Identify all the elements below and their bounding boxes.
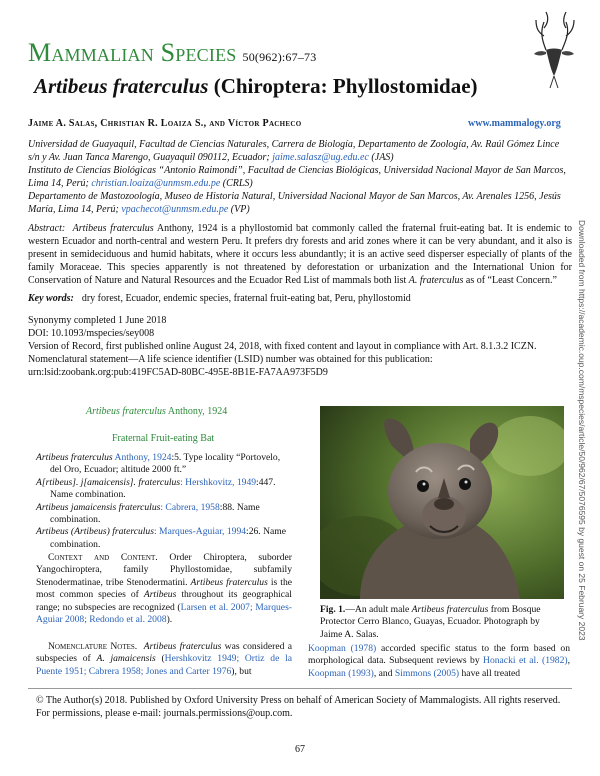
journal-website-link[interactable]: www.mammalogy.org xyxy=(468,118,561,129)
journal-name: Mammalian Species xyxy=(28,38,237,67)
body-text-right: Koopman (1978) accorded specific status to the form based on morphological data. Subsequent reviews by Honacki et al. (1982), Koopman (1993), and Simmons (2005) have all treated xyxy=(308,643,571,679)
author-list: Jaime A. Salas, Christian R. Loaiza S., and Víctor Pacheco xyxy=(28,118,302,129)
synonym-entry: Artibeus (Artibeus) fraterculus: Marques-Aguiar, 1994:26. Name combination. xyxy=(36,526,287,550)
citation-link[interactable]: Hershkovitz 1949; Ortiz de la Puente 1951; Cabrera 1958; Jones and Carter 1976 xyxy=(36,653,292,677)
nomenclature-notes: Nomenclature Notes. Artibeus fraterculus was considered a subspecies of A. jamaicensis (Hershkovitz 1949; Ortiz de la Puente 1951; Cabrera 1958; Jones and Carter 1976), but xyxy=(36,641,292,677)
citation-link[interactable]: Koopman (1993) xyxy=(308,667,374,679)
figure-caption: Fig. 1.—An adult male Artibeus fraterculus from Bosque Protector Cerro Blanco, Guayas, Ecuador. Photograph by Jaime A. Salas. xyxy=(320,604,541,640)
context-and-content: Context and Content. Order Chiroptera, suborder Yangochiroptera, family Phyllostomidae, subfamily Stenodermatinae, tribe Stenodermatini. Artibeus fraterculus is the most common species of Artibeus throughout its geographical range; no subspecies are recognized (Larsen et al. 2007; Marques-Aguiar 2008; Redondo et al. 2008). xyxy=(36,552,293,626)
footer-divider xyxy=(28,688,572,689)
citation-link[interactable]: : Hershkovitz, 1949 xyxy=(180,476,257,488)
synonym-entry: Artibeus fraterculus Anthony, 1924:5. Type locality “Portovelo, del Oro, Ecuador; altitude 2000 ft.” xyxy=(36,452,281,476)
citation-link[interactable]: Larsen et al. 2007; Marques-Aguiar 2008; Redondo et al. 2008 xyxy=(36,601,292,626)
page-number: 67 xyxy=(295,744,305,755)
title-taxonomy: (Chiroptera: Phyllostomidae) xyxy=(208,74,478,98)
citation-link[interactable]: : Cabrera, 1958 xyxy=(160,501,220,513)
version-record: Version of Record, first published online August 24, 2018, with fixed content and layout in compliance with Art. 8.1.3.2 ICZN. xyxy=(28,341,537,352)
abstract: Abstract: Artibeus fraterculus Anthony, 1924 is a phyllostomid bat commonly called the fraternal fruit-eating bat. It is endemic to western Ecuador and north-central and western Peru. It prefers dry forests and arid zones where it can be very abundant, and it also is present in semideciduous and humid habitats, where it occurs less abundantly; it is an active seed disperser especially of plants of the family Moraceae. This species apparently is not threatened by deforestation or urbanization and the International Union for Conservation of Nature and Natural Resources and the Ecuador Red List of mammals both list A. fraterculus as of “Least Concern.” xyxy=(28,223,573,286)
title-species: Artibeus fraterculus xyxy=(34,74,209,98)
citation-link[interactable]: Simmons (2005) xyxy=(394,667,460,679)
bat-photograph xyxy=(320,406,564,599)
keywords-label: Key words: xyxy=(28,293,74,304)
citation-link[interactable]: Honacki et al. (1982) xyxy=(483,655,568,667)
synonymy-date: Synonymy completed 1 June 2018 xyxy=(28,315,167,326)
copyright-notice xyxy=(36,694,576,720)
keywords-text: dry forest, Ecuador, endemic species, fraternal fruit-eating bat, Peru, phyllostomid xyxy=(81,293,411,304)
permissions-text: For permissions, please e-mail: journals.permissions@oup.com. xyxy=(36,708,293,719)
article-title xyxy=(34,74,478,99)
citation-link[interactable]: Koopman (1978) xyxy=(308,643,377,654)
affiliation-crls: Instituto de Ciencias Biológicas “Antonio Raimondi”, Facultad de Ciencias Biológicas, Universidad Nacional Mayor de San Marcos, Lima 14, Perú; christian.loaiza@unmsm.edu.pe (CRLS) xyxy=(28,165,566,189)
doi: DOI: 10.1093/mspecies/sey008 xyxy=(28,328,155,339)
common-name: Fraternal Fruit-eating Bat xyxy=(112,433,215,444)
affiliations xyxy=(28,138,572,216)
email-link[interactable]: vpachecot@unmsm.edu.pe xyxy=(121,204,229,215)
download-note: Downloaded from https://academic.oup.com/mspecies/article/50/962/67/5076595 by guest on 25 February 2023 xyxy=(577,220,587,641)
synonym-entry: A[rtibeus]. j[amaicensis]. fraterculus: Hershkovitz, 1949:447. Name combination. xyxy=(36,476,276,501)
download-watermark xyxy=(575,220,589,641)
figure-label: Fig. 1. xyxy=(320,604,346,615)
citation-link[interactable]: Anthony, 1924 xyxy=(112,452,172,463)
synonym-entry: Artibeus jamaicensis fraterculus: Cabrera, 1958:88. Name combination. xyxy=(36,501,260,526)
deer-logo-icon xyxy=(524,10,584,88)
synonymy-list xyxy=(36,452,292,551)
journal-title xyxy=(28,38,316,68)
copyright-text: © The Author(s) 2018. Published by Oxford University Press on behalf of American Society of Mammalogists. All rights reserved. xyxy=(36,695,561,706)
journal-citation: 50(962):67–73 xyxy=(242,50,317,64)
abstract-label: Abstract: xyxy=(28,223,66,234)
nomenclatural-statement: Nomenclatural statement—A life science identifier (LSID) number was obtained for this publication: urn:lsid:zoobank.org:pub:419FC5AD-80BC-495E-8B1E-FA7AA973F5D9 xyxy=(28,354,433,378)
section-label: Context and Content. xyxy=(48,552,158,563)
citation-link[interactable]: : Marques-Aguiar, 1994 xyxy=(153,526,247,538)
publication-metadata xyxy=(28,314,572,379)
email-link[interactable]: jaime.salasz@ug.edu.ec xyxy=(272,152,369,163)
affiliation-vp: Departamento de Mastozoología, Museo de Historia Natural, Universidad Nacional Mayor de San Marcos, Av. Arenales 1256, Jesús María, Lima 14, Perú; vpachecot@unmsm.edu.pe (VP) xyxy=(28,191,561,215)
species-heading: Artibeus fraterculus Anthony, 1924 xyxy=(86,406,228,417)
keywords xyxy=(28,292,572,305)
section-label: Nomenclature Notes. xyxy=(48,641,138,652)
affiliation-jas: Universidad de Guayaquil, Facultad de Ciencias Naturales, Carrera de Biología, Departamento de Zoología, Av. Raúl Gómez Lince s/n y Av. Juan Tanca Marengo, Guayaquil 090112, Ecuador; jaime.salasz@ug.edu.ec (JAS) xyxy=(28,139,560,163)
email-link[interactable]: christian.loaiza@unmsm.edu.pe xyxy=(91,178,221,189)
